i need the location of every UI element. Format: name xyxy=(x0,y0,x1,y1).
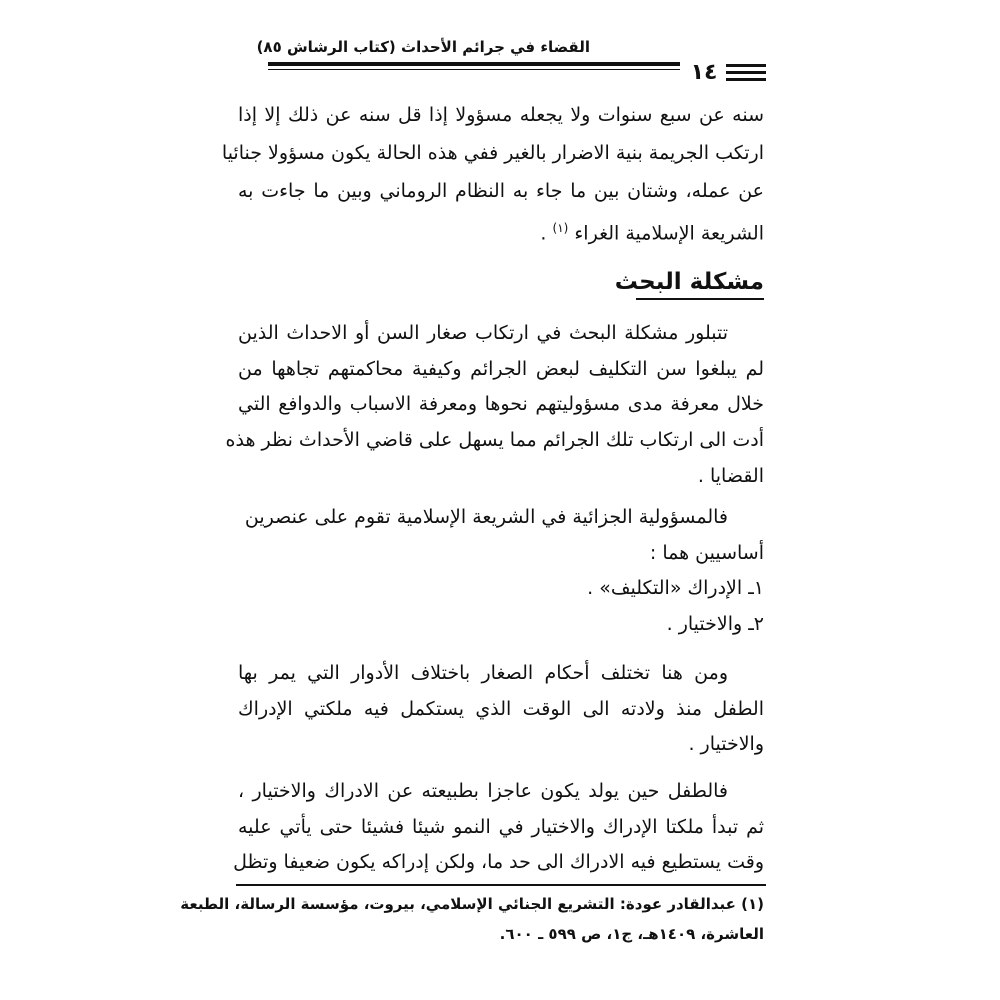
paragraph-4-line: ومن هنا تختلف أحكام الصغار باختلاف الأدوار التي يمر بها xyxy=(238,662,728,684)
paragraph-2-line: لم يبلغوا سن التكليف لبعض الجرائم وكيفية محاكمتهم تجاهها من xyxy=(238,358,764,380)
footnote-line: (١) عبدالقادر عودة: التشريع الجنائي الإسلامي، بيروت، مؤسسة الرسالة، الطبعة xyxy=(180,895,764,913)
header-rule-thick xyxy=(268,62,680,66)
paragraph-1-line: سنه عن سبع سنوات ولا يجعله مسؤولا إذا قل سنه عن ذلك إلا إذا xyxy=(238,104,764,126)
paragraph-2-line: أدت الى ارتكاب تلك الجرائم مما يسهل على قاضي الأحداث نظر هذه xyxy=(225,429,764,451)
page-number-bar xyxy=(726,71,766,74)
paragraph-2-line: القضايا . xyxy=(697,465,764,487)
paragraph-1-line: عن عمله، وشتان بين ما جاء به النظام الروماني وبين ما جاءت به xyxy=(238,180,764,202)
footnote-separator xyxy=(236,884,766,886)
paragraph-1-last-line xyxy=(238,213,764,248)
page-number-bar xyxy=(726,78,766,81)
list-item: ٢ـ والاختيار . xyxy=(666,613,764,635)
paragraph-4-line: والاختيار . xyxy=(688,733,764,755)
paragraph-1-line: ارتكب الجريمة بنية الاضرار بالغير ففي هذه الحالة يكون مسؤولا جنائيا xyxy=(221,142,764,164)
paragraph-1-text: الشريعة الإسلامية الغراء xyxy=(574,222,764,245)
paragraph-3-line: أساسيين هما : xyxy=(649,542,764,564)
page-number-bar xyxy=(726,64,766,67)
header-rule-thin xyxy=(268,69,680,70)
page-number: ١٤ xyxy=(690,60,718,85)
footnote-marker: (١) xyxy=(552,221,569,235)
paragraph-5-line: وقت يستطيع فيه الادراك الى حد ما، ولكن إدراكه يكون ضعيفا وتظل xyxy=(233,851,764,873)
paragraph-5-line: فالطفل حين يولد يكون عاجزا بطبيعته عن الادراك والاختيار ، xyxy=(238,780,728,802)
paragraph-5-line: ثم تبدأ ملكتا الإدراك والاختيار في النمو شيئا فشيئا حتى يأتي عليه xyxy=(238,816,764,838)
section-heading: مشكلة البحث xyxy=(614,269,764,295)
paragraph-2-line: خلال معرفة مدى مسؤوليتهم نحوها ومعرفة الاسباب والدوافع التي xyxy=(238,393,764,415)
paragraph-1-end: . xyxy=(540,222,547,245)
running-header: القضاء في جرائم الأحداث (كتاب الرشاش ٨٥) xyxy=(256,38,590,56)
paragraph-2-line: تتبلور مشكلة البحث في ارتكاب صغار السن أو الاحداث الذين xyxy=(238,322,728,344)
footnote-line: العاشرة، ١٤٠٩هـ، ج١، ص ٥٩٩ ـ ٦٠٠. xyxy=(499,925,764,943)
paragraph-4-line: الطفل منذ ولادته الى الوقت الذي يستكمل فيه ملكتي الإدراك xyxy=(238,698,764,720)
list-item: ١ـ الإدراك «التكليف» . xyxy=(587,577,764,599)
paragraph-3-line: فالمسؤولية الجزائية في الشريعة الإسلامية تقوم على عنصرين xyxy=(244,506,728,528)
section-heading-underline xyxy=(636,298,764,300)
